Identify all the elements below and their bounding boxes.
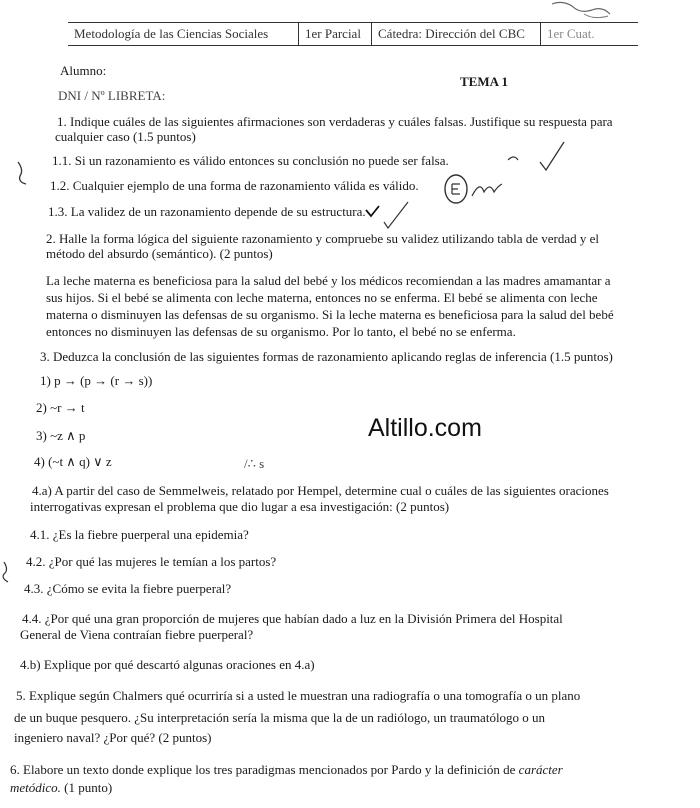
q1-item-2: 1.2. Cualquier ejemplo de una forma de razonamiento válida es válido. — [50, 178, 419, 193]
q4-item-1: 4.1. ¿Es la fiebre puerperal una epidemia? — [30, 527, 249, 542]
check-mark-icon — [362, 200, 412, 230]
header-subject: Metodología de las Ciencias Sociales — [68, 23, 299, 45]
q1-item-1: 1.1. Si un razonamiento es válido entonces su conclusión no puede ser falsa. — [52, 153, 449, 168]
handwritten-mark-icon — [10, 160, 30, 186]
q2-text-line4: entonces no disminuyen las defensas de su organismo. Por lo tanto, el bebé no se enferma. — [46, 324, 516, 339]
q2-text-line3: materna o disminuyen las defensas de su organismo. Si la leche materna es beneficiosa para la salud del bebé — [46, 307, 614, 322]
q1-statement-line1: 1. Indique cuáles de las siguientes afirmaciones son verdaderas y cuáles falsas. Justifique su respuesta para — [57, 114, 613, 129]
tema-label: TEMA 1 — [460, 74, 509, 89]
q4b-statement: 4.b) Explique por qué descartó algunas oraciones en 4.a) — [20, 657, 315, 672]
q5-statement-line3: ingeniero naval? ¿Por qué? (2 puntos) — [14, 730, 212, 745]
q6-line2-emphasis: metódico. — [10, 780, 61, 795]
q6-line2-text: (1 punto) — [64, 780, 113, 795]
check-mark-icon — [500, 140, 570, 174]
q4-item-2: 4.2. ¿Por qué las mujeres le temían a los partos? — [26, 554, 277, 569]
q5-statement-line1: 5. Explique según Chalmers qué ocurriría si a usted le muestran una radiografía o una tomografía o un plano — [16, 688, 581, 703]
q4a-statement-line1: 4.a) A partir del caso de Semmelweis, relatado por Hempel, determine cual o cuáles de las siguientes oraciones — [32, 483, 609, 498]
q4-item-3: 4.3. ¿Cómo se evita la fiebre puerperal? — [24, 581, 232, 596]
q2-text-line2: sus hijos. Si el bebé se alimenta con leche materna, entonces no se enferma. El bebé se alimenta con leche — [46, 290, 598, 305]
q3-premise-2: 2) ~r → t — [36, 400, 85, 415]
q6-statement-line2 — [10, 780, 112, 795]
watermark: Altillo.com — [368, 414, 482, 442]
q2-statement-line1: 2. Halle la forma lógica del siguiente razonamiento y compruebe su validez utilizando tabla de verdad y el — [46, 231, 600, 246]
id-label: DNI / Nº LIBRETA: — [58, 88, 166, 103]
q5-statement-line2: de un buque pesquero. ¿Su interpretación sería la misma que la de un radiólogo, un traumatólogo o un — [14, 710, 546, 725]
header-exam: 1er Parcial — [299, 23, 372, 45]
q3-statement: 3. Deduzca la conclusión de las siguientes formas de razonamiento aplicando reglas de inferencia (1.5 puntos) — [40, 349, 613, 364]
student-label: Alumno: — [60, 63, 107, 78]
q2-statement-line2: método del absurdo (semántico). (2 puntos) — [46, 246, 273, 261]
q3-premise-1: 1) p → (p → (r → s)) — [40, 373, 153, 388]
handwritten-mark-icon — [0, 560, 12, 584]
q1-item-3: 1.3. La validez de un razonamiento depende de su estructura. — [48, 204, 366, 219]
q6-line1-text: 6. Elabore un texto donde explique los tres paradigmas mencionados por Pardo y la definición de — [10, 762, 516, 777]
q3-conclusion-marker: /∴ s — [244, 456, 265, 471]
q4-item-4-line2: General de Viena contraían fiebre puerperal? — [20, 627, 254, 642]
circled-mark-icon — [440, 172, 510, 208]
q6-line1-emphasis: carácter — [518, 762, 563, 777]
exam-header — [68, 22, 638, 46]
q4-item-4-line1: 4.4. ¿Por qué una gran proporción de mujeres que habían dado a luz en la División Primera del Hospital — [22, 611, 563, 626]
header-term: 1er Cuat. — [547, 26, 595, 41]
header-chair: Cátedra: Dirección del CBC — [372, 23, 541, 45]
q1-statement-line2: cualquier caso (1.5 puntos) — [55, 129, 196, 144]
q6-statement-line1 — [10, 762, 563, 777]
stamp-icon — [548, 0, 618, 22]
q4a-statement-line2: interrogativas expresan el problema que dio lugar a esa investigación: (2 puntos) — [30, 499, 450, 514]
q3-premise-3: 3) ~z ∧ p — [36, 428, 86, 443]
q2-text-line1: La leche materna es beneficiosa para la salud del bebé y los médicos recomiendan a las madres amamantar a — [46, 273, 611, 288]
q3-premise-4: 4) (~t ∧ q) ∨ z — [34, 454, 112, 469]
